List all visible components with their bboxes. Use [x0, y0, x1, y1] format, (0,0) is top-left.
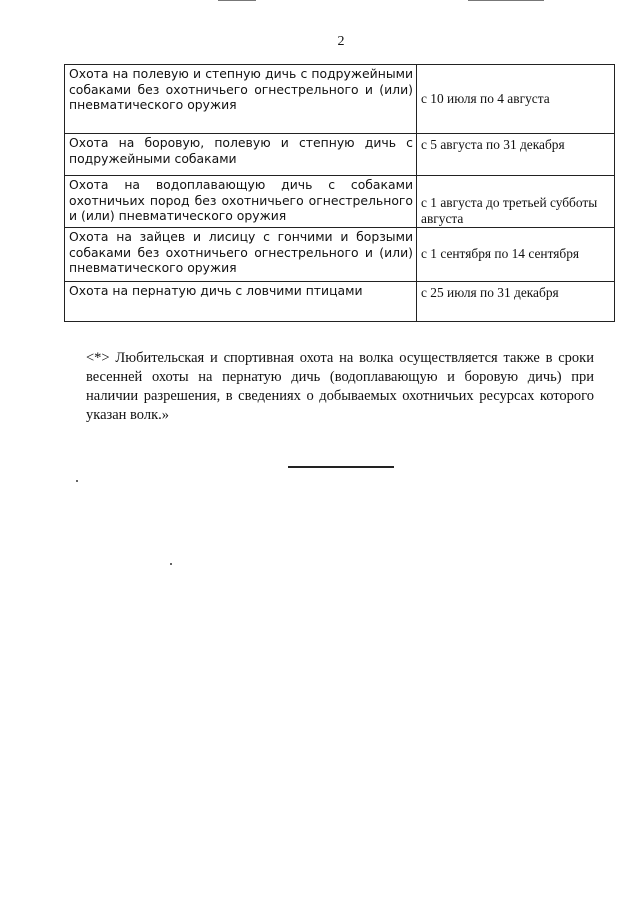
period-cell: с 1 августа до третьей субботы августа	[417, 176, 615, 228]
top-edge-rule-left	[218, 0, 256, 1]
page-number: 2	[337, 34, 345, 49]
hunting-seasons-table	[64, 64, 615, 322]
activity-cell: Охота на зайцев и лисицу с гончими и борзыми собаками без охотничьего огнестрельного и (или) пневматического оружия	[65, 228, 417, 282]
activity-cell: Охота на водоплавающую дичь с собаками охотничьих пород без охотничьего огнестрельного и (или) пневматического оружия	[65, 176, 417, 228]
period-cell: с 10 июля по 4 августа	[417, 65, 615, 134]
period-cell: с 1 сентября по 14 сентября	[417, 228, 615, 282]
activity-cell: Охота на боровую, полевую и степную дичь с подружейными собаками	[65, 134, 417, 176]
table-row	[65, 65, 615, 134]
scan-speck	[76, 480, 78, 482]
activity-cell: Охота на полевую и степную дичь с подружейными собаками без охотничьего огнестрельного и (или) пневматического оружия	[65, 65, 417, 134]
closing-divider	[288, 466, 394, 468]
period-cell: с 5 августа по 31 декабря	[417, 134, 615, 176]
footnote-paragraph: <*> Любительская и спортивная охота на волка осуществляется также в сроки весенней охоты на пернатую дичь (водоплавающую и боровую дичь) при наличии разрешения, в сведениях о добываемых охотничьих ресурсах которого указан волк.»	[86, 350, 594, 423]
scan-speck	[170, 563, 172, 565]
table-row	[65, 282, 615, 322]
table-row	[65, 134, 615, 176]
top-edge-rule-right	[468, 0, 544, 1]
activity-cell: Охота на пернатую дичь с ловчими птицами	[65, 282, 417, 322]
table-row	[65, 228, 615, 282]
table-row	[65, 176, 615, 228]
period-cell: с 25 июля по 31 декабря	[417, 282, 615, 322]
